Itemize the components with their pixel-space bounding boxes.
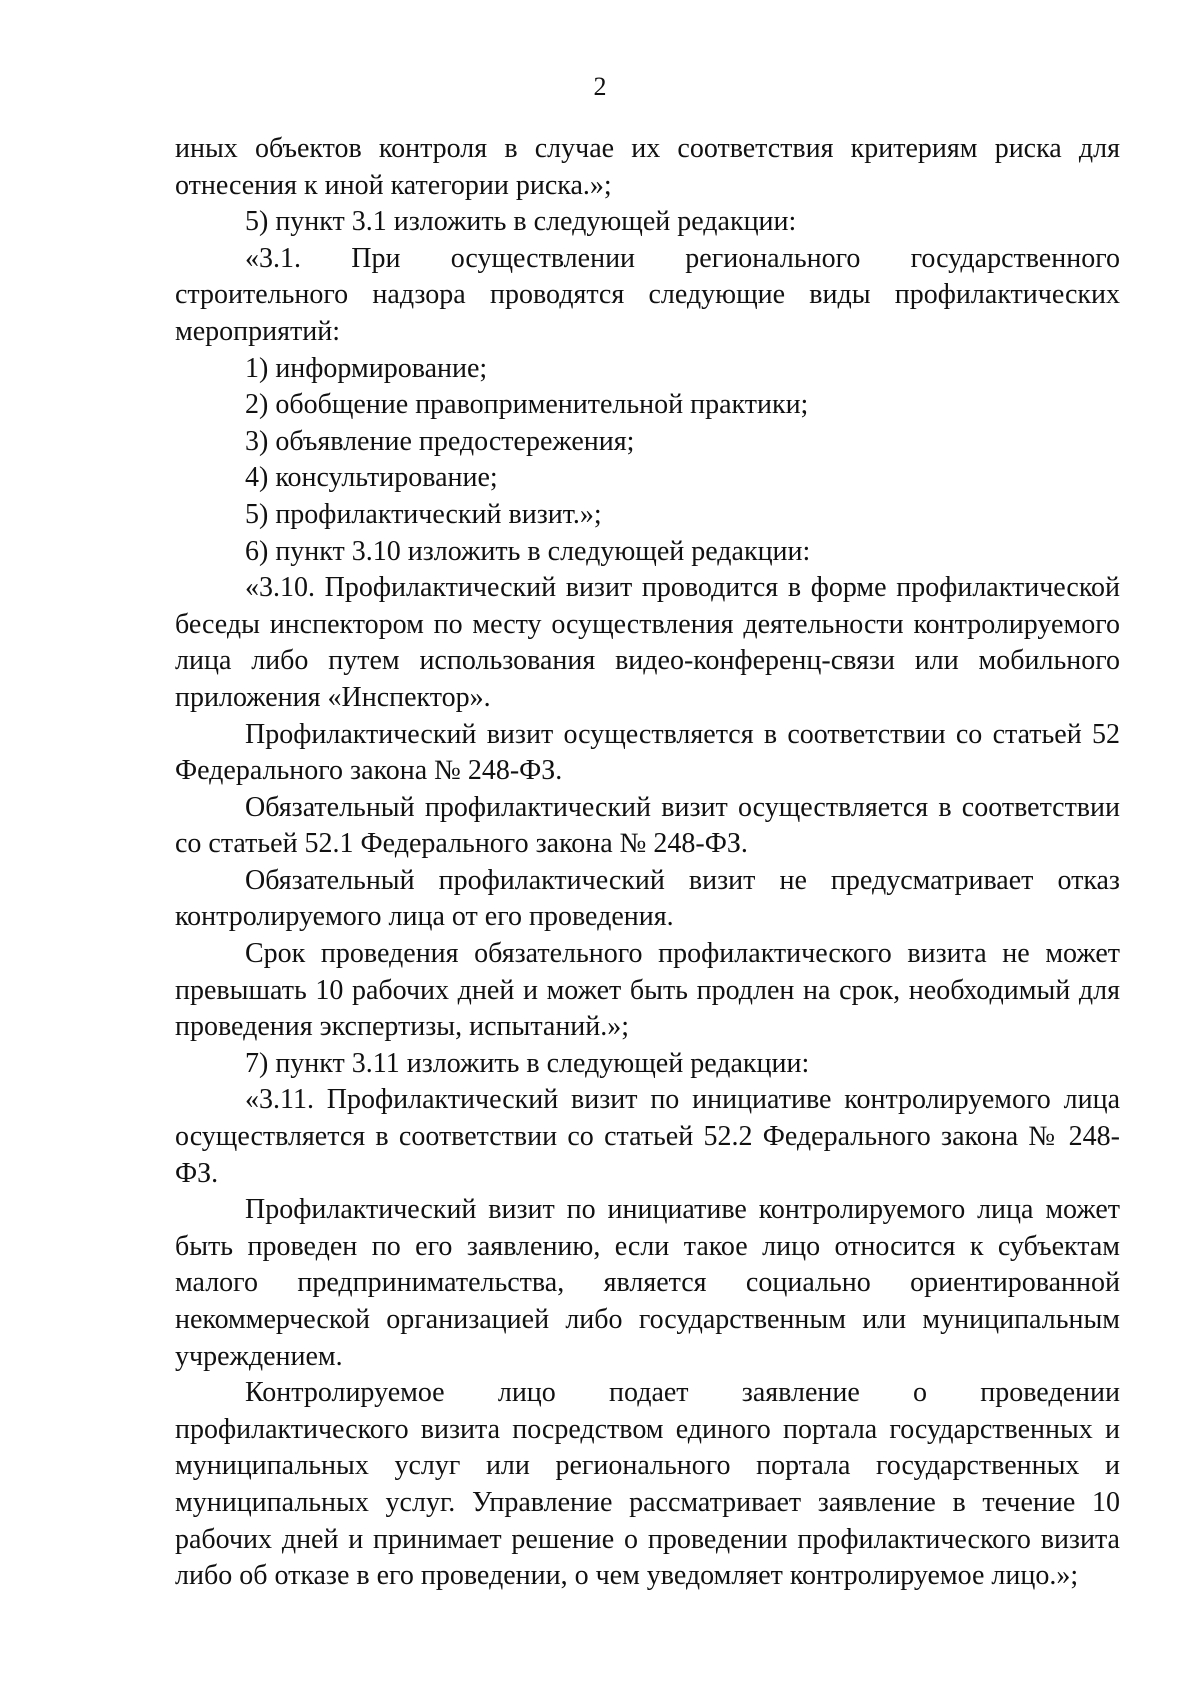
page-number: 2 <box>593 72 607 101</box>
paragraph: 5) пункт 3.1 изложить в следующей редакции: <box>245 206 797 238</box>
list-item: 5) профилактический визит.»; <box>245 498 602 530</box>
paragraph: Контролируемое лицо подает заявление о проведении профилактического визита посредством единого портала государственных и муниципальных услуг или регионального портала государственных и муниципальных услуг. Управление рассматривает заявление в течение 10 рабочих дней и принимает решение о проведении профилактического визита либо об отказе в его проведении, о чем уведомляет контролируемое лицо.»; <box>175 1377 1120 1592</box>
paragraph: иных объектов контроля в случае их соответствия критериям риска для отнесения к иной категории риска.»; <box>175 133 1120 201</box>
paragraph: 7) пункт 3.11 изложить в следующей редакции: <box>245 1047 810 1079</box>
paragraph: Срок проведения обязательного профилактического визита не может превышать 10 рабочих дней и может быть продлен на срок, необходимый для проведения экспертизы, испытаний.»; <box>175 938 1120 1043</box>
document-body <box>175 131 1120 1595</box>
list-item: 2) обобщение правоприменительной практики; <box>245 389 809 421</box>
paragraph: «3.11. Профилактический визит по инициативе контролируемого лица осуществляется в соответствии со статьей 52.2 Федерального закона № 248-ФЗ. <box>175 1084 1120 1189</box>
list-item: 3) объявление предостережения; <box>245 425 635 457</box>
list-item: 1) информирование; <box>245 352 488 384</box>
paragraph: 6) пункт 3.10 изложить в следующей редакции: <box>245 535 811 567</box>
paragraph: Обязательный профилактический визит не предусматривает отказ контролируемого лица от его проведения. <box>175 864 1120 933</box>
list-item: 4) консультирование; <box>245 462 498 494</box>
paragraph: Профилактический визит осуществляется в соответствии со статьей 52 Федерального закона № 248-ФЗ. <box>175 718 1120 787</box>
paragraph: «3.10. Профилактический визит проводится в форме профилактической беседы инспектором по месту осуществления деятельности контролируемого лица либо путем использования видео-конференц-связи или мобильного приложения «Инспектор». <box>175 572 1120 713</box>
paragraph: «3.1. При осуществлении регионального государственного строительного надзора проводятся следующие виды профилактических мероприятий: <box>175 242 1120 347</box>
paragraph: Профилактический визит по инициативе контролируемого лица может быть проведен по его заявлению, если такое лицо относится к субъектам малого предпринимательства, является социально ориентированной некоммерческой организацией либо государственным или муниципальным учреждением. <box>175 1194 1120 1372</box>
paragraph: Обязательный профилактический визит осуществляется в соответствии со статьей 52.1 Федерального закона № 248-ФЗ. <box>175 791 1120 860</box>
